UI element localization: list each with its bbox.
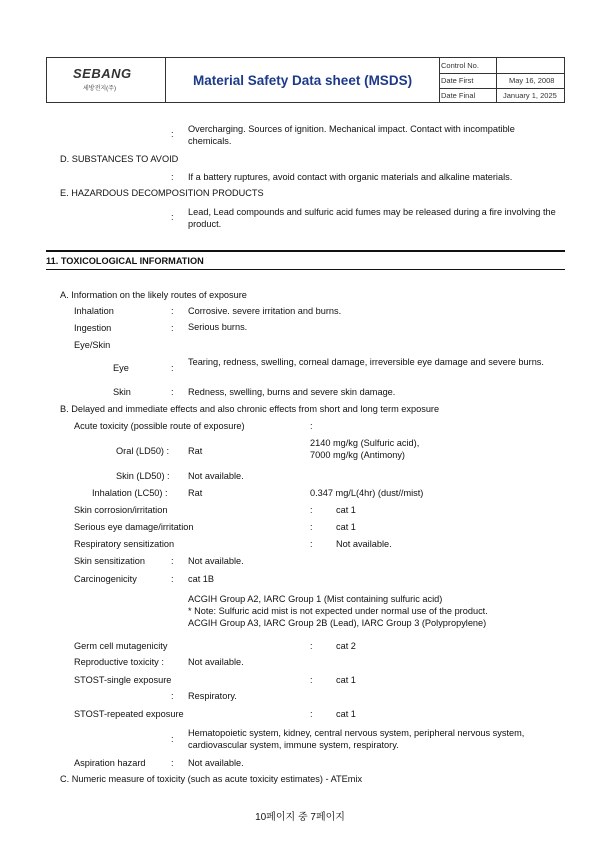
- colon: :: [310, 641, 313, 651]
- eye-damage-label: Serious eye damage/irritation: [74, 522, 194, 532]
- inhalation-value: Corrosive. severe irritation and burns.: [188, 306, 342, 316]
- carcinogenicity-label: Carcinogenicity: [74, 574, 137, 584]
- eye-damage-value: cat 1: [336, 522, 356, 532]
- carcinogenicity-note-1: ACGIH Group A2, IARC Group 1 (Mist containing sulfuric acid): [188, 594, 443, 604]
- eye-value: Tearing, redness, swelling, corneal damage, irreversible eye damage and severe burns.: [188, 357, 544, 367]
- header-row-line: [439, 88, 564, 89]
- skin-ld50-value: Not available.: [188, 471, 244, 481]
- germ-cell-label: Germ cell mutagenicity: [74, 641, 168, 651]
- colon: :: [171, 212, 174, 222]
- colon: :: [171, 323, 174, 333]
- colon: :: [171, 574, 174, 584]
- carcinogenicity-note-2: * Note: Sulfuric acid mist is not expected under normal use of the product.: [188, 606, 488, 616]
- respiratory-sensitization-value: Not available.: [336, 539, 392, 549]
- colon: :: [310, 709, 313, 719]
- skin-sensitization-label: Skin sensitization: [74, 556, 145, 566]
- aspiration-hazard-value: Not available.: [188, 758, 244, 768]
- colon: :: [171, 129, 174, 139]
- stost-single-label: STOST-single exposure: [74, 675, 172, 685]
- decomposition-products-text: Lead, Lead compounds and sulfuric acid fumes may be released during a fire involving the product.: [188, 207, 556, 229]
- colon: :: [171, 691, 174, 701]
- date-first-value: May 16, 2008: [509, 76, 555, 85]
- colon: :: [171, 172, 174, 182]
- header-row-line: [439, 73, 564, 74]
- reproductive-toxicity-label: Reproductive toxicity :: [74, 657, 164, 667]
- colon: :: [171, 387, 174, 397]
- aspiration-hazard-label: Aspiration hazard: [74, 758, 146, 768]
- stost-single-value: cat 1: [336, 675, 356, 685]
- section-d-heading: D. SUBSTANCES TO AVOID: [60, 154, 179, 164]
- oral-ld50-label: Oral (LD50) :: [116, 446, 170, 456]
- inhalation-lc50-species: Rat: [188, 488, 203, 498]
- skin-corrosion-label: Skin corrosion/irritation: [74, 505, 168, 515]
- control-no-label: Control No.: [441, 61, 479, 70]
- colon: :: [171, 363, 174, 373]
- oral-ld50-species: Rat: [188, 446, 203, 456]
- section-11-title: 11. TOXICOLOGICAL INFORMATION: [46, 256, 204, 266]
- reproductive-toxicity-value: Not available.: [188, 657, 244, 667]
- conditions-to-avoid-text: Overcharging. Sources of ignition. Mechanical impact. Contact with incompatible chemicals.: [188, 124, 515, 146]
- date-final-label: Date Final: [441, 91, 476, 100]
- section-b-heading: B. Delayed and immediate effects and also chronic effects from short and long term exposure: [60, 404, 440, 414]
- section-a-heading: A. Information on the likely routes of exposure: [60, 290, 247, 300]
- ingestion-value: Serious burns.: [188, 322, 248, 332]
- eye-skin-label: Eye/Skin: [74, 340, 111, 350]
- header-divider: [496, 58, 497, 102]
- skin-corrosion-value: cat 1: [336, 505, 356, 515]
- header-divider: [439, 58, 440, 102]
- substances-to-avoid-text: If a battery ruptures, avoid contact with organic materials and alkaline materials.: [188, 172, 513, 182]
- stost-single-detail: Respiratory.: [188, 691, 237, 701]
- colon: :: [171, 556, 174, 566]
- colon: :: [171, 306, 174, 316]
- carcinogenicity-value: cat 1B: [188, 574, 215, 584]
- inhalation-lc50-label: Inhalation (LC50) :: [92, 488, 168, 498]
- section-e-heading: E. HAZARDOUS DECOMPOSITION PRODUCTS: [60, 188, 264, 198]
- skin-value: Redness, swelling, burns and severe skin damage.: [188, 387, 396, 397]
- colon: :: [310, 522, 313, 532]
- colon: :: [310, 539, 313, 549]
- ingestion-label: Ingestion: [74, 323, 112, 333]
- stost-repeated-detail: Hematopoietic system, kidney, central nervous system, peripheral nervous system, cardiovascular system, immune system, respiratory.: [188, 728, 525, 750]
- section-divider: [46, 250, 565, 252]
- oral-ld50-value-2: 7000 mg/kg (Antimony): [310, 450, 405, 460]
- respiratory-sensitization-label: Respiratory sensitization: [74, 539, 175, 549]
- eye-label: Eye: [113, 363, 129, 373]
- company-logo: SEBANG: [73, 66, 132, 81]
- acute-toxicity-label: Acute toxicity (possible route of exposure): [74, 421, 245, 431]
- document-title: Material Safety Data sheet (MSDS): [193, 73, 413, 88]
- stost-repeated-label: STOST-repeated exposure: [74, 709, 184, 719]
- colon: :: [310, 421, 313, 431]
- inhalation-lc50-value: 0.347 mg/L(4hr) (dust//mist): [310, 488, 424, 498]
- carcinogenicity-note-3: ACGIH Group A3, IARC Group 2B (Lead), IARC Group 3 (Polypropylene): [188, 618, 487, 628]
- date-final-value: January 1, 2025: [503, 91, 557, 100]
- colon: :: [171, 734, 174, 744]
- colon: :: [310, 675, 313, 685]
- skin-sensitization-value: Not available.: [188, 556, 244, 566]
- section-c-heading: C. Numeric measure of toxicity (such as acute toxicity estimates) - ATEmix: [60, 774, 363, 784]
- page-number: 10페이지 중 7페이지: [255, 812, 345, 823]
- colon: :: [171, 758, 174, 768]
- skin-ld50-label: Skin (LD50) :: [116, 471, 170, 481]
- date-first-label: Date First: [441, 76, 474, 85]
- colon: :: [310, 505, 313, 515]
- document-header: [46, 57, 565, 103]
- skin-label: Skin: [113, 387, 131, 397]
- oral-ld50-value-1: 2140 mg/kg (Sulfuric acid),: [310, 438, 420, 448]
- germ-cell-value: cat 2: [336, 641, 356, 651]
- stost-repeated-value: cat 1: [336, 709, 356, 719]
- inhalation-label: Inhalation: [74, 306, 114, 316]
- header-divider: [165, 58, 166, 102]
- company-logo-subtitle: 세방전지(주): [83, 86, 116, 92]
- section-divider: [46, 269, 565, 270]
